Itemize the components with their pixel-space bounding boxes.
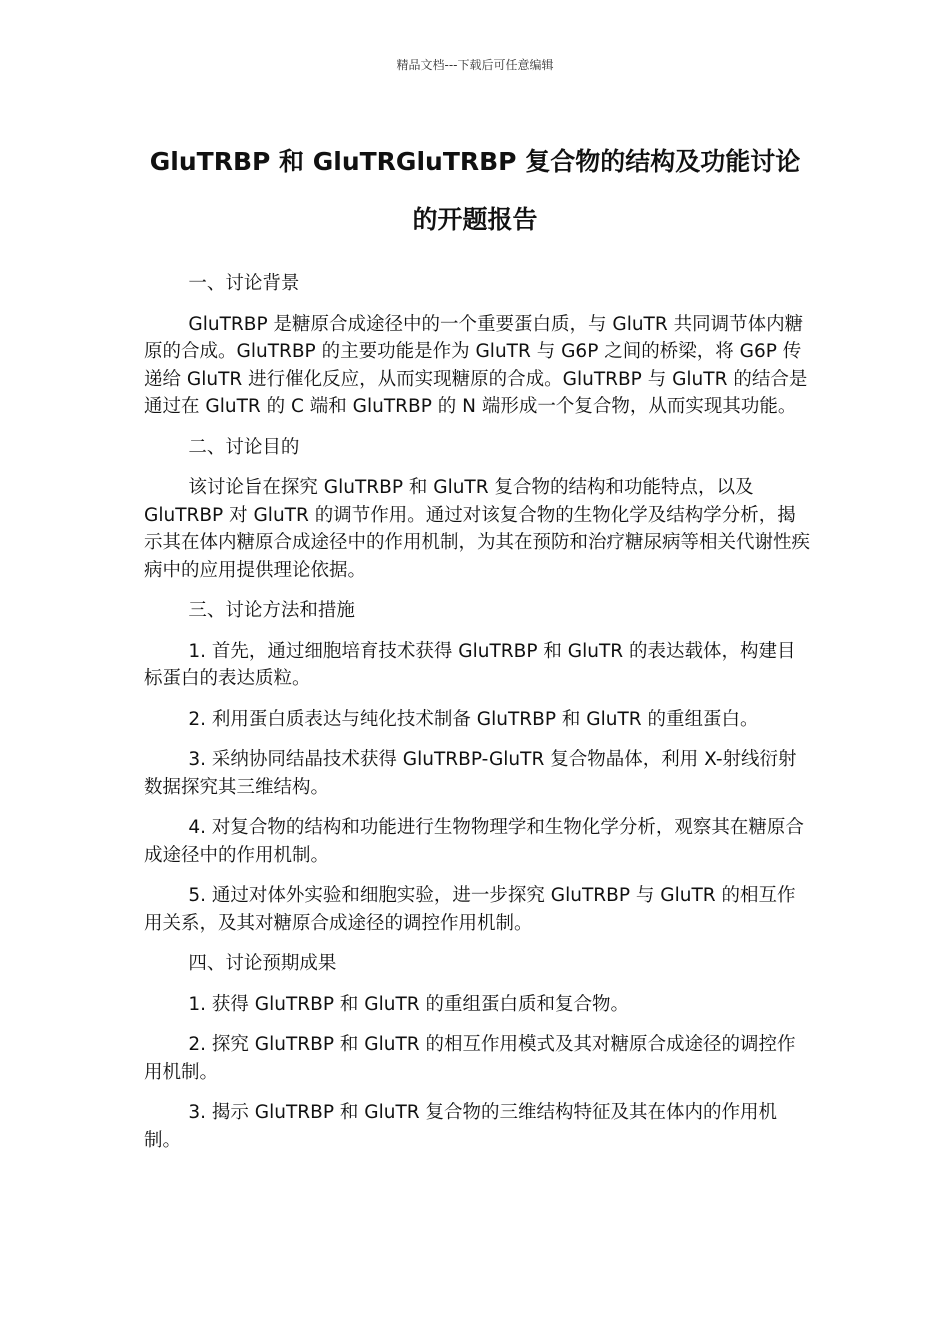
method-item-4: 4. 对复合物的结构和功能进行生物物理学和生物化学分析，观察其在糖原合成途径中的作用机制。 [144, 817, 804, 866]
section-heading-outcomes: 四、讨论预期成果 [188, 953, 337, 974]
method-item-5: 5. 通过对体外实验和细胞实验，进一步探究 GluTRBP 与 GluTR 的相互作用关系，及其对糖原合成途径的调控作用机制。 [144, 885, 796, 934]
section-heading-methods: 三、讨论方法和措施 [188, 600, 355, 621]
document-title: GluTRBP 和 GluTRGluTRBP 复合物的结构及功能讨论的开题报告 [149, 147, 801, 234]
outcome-item-3: 3. 揭示 GluTRBP 和 GluTR 复合物的三维结构特征及其在体内的作用机制。 [144, 1102, 778, 1151]
page-header: 精品文档---下载后可任意编辑 [396, 58, 554, 72]
method-item-1: 1. 首先，通过细胞培育技术获得 GluTRBP 和 GluTR 的表达载体，构建目标蛋白的表达质粒。 [144, 640, 796, 689]
method-item-2: 2. 利用蛋白质表达与纯化技术制备 GluTRBP 和 GluTR 的重组蛋白。 [188, 708, 759, 730]
document-body [144, 270, 812, 1167]
paragraph-purpose: 该讨论旨在探究 GluTRBP 和 GluTR 复合物的结构和功能特点，以及 GluTRBP 对 GluTR 的调节作用。通过对该复合物的生物化学及结构学分析，揭示其在体内糖原合成途径中的作用机制，为其在预防和治疗糖尿病等相关代谢性疾病中的应用提供理论依据。 [144, 477, 811, 581]
outcome-item-1: 1. 获得 GluTRBP 和 GluTR 的重组蛋白质和复合物。 [188, 993, 630, 1015]
outcome-item-2: 2. 探究 GluTRBP 和 GluTR 的相互作用模式及其对糖原合成途径的调控作用机制。 [144, 1034, 796, 1083]
method-item-3: 3. 采纳协同结晶技术获得 GluTRBP-GluTR 复合物晶体，利用 X-射线衍射数据探究其三维结构。 [144, 749, 797, 798]
paragraph-background: GluTRBP 是糖原合成途径中的一个重要蛋白质，与 GluTR 共同调节体内糖原的合成。GluTRBP 的主要功能是作为 GluTR 与 G6P 之间的桥梁，将 G6P 传递给 GluTR 进行催化反应，从而实现糖原的合成。GluTRBP 与 GluTR 的结合是通过在 GluTR 的 C 端和 GluTRBP 的 N 端形成一个复合物，从而实现其功能。 [144, 313, 808, 417]
section-heading-background: 一、讨论背景 [188, 273, 300, 294]
section-heading-purpose: 二、讨论目的 [188, 436, 300, 458]
